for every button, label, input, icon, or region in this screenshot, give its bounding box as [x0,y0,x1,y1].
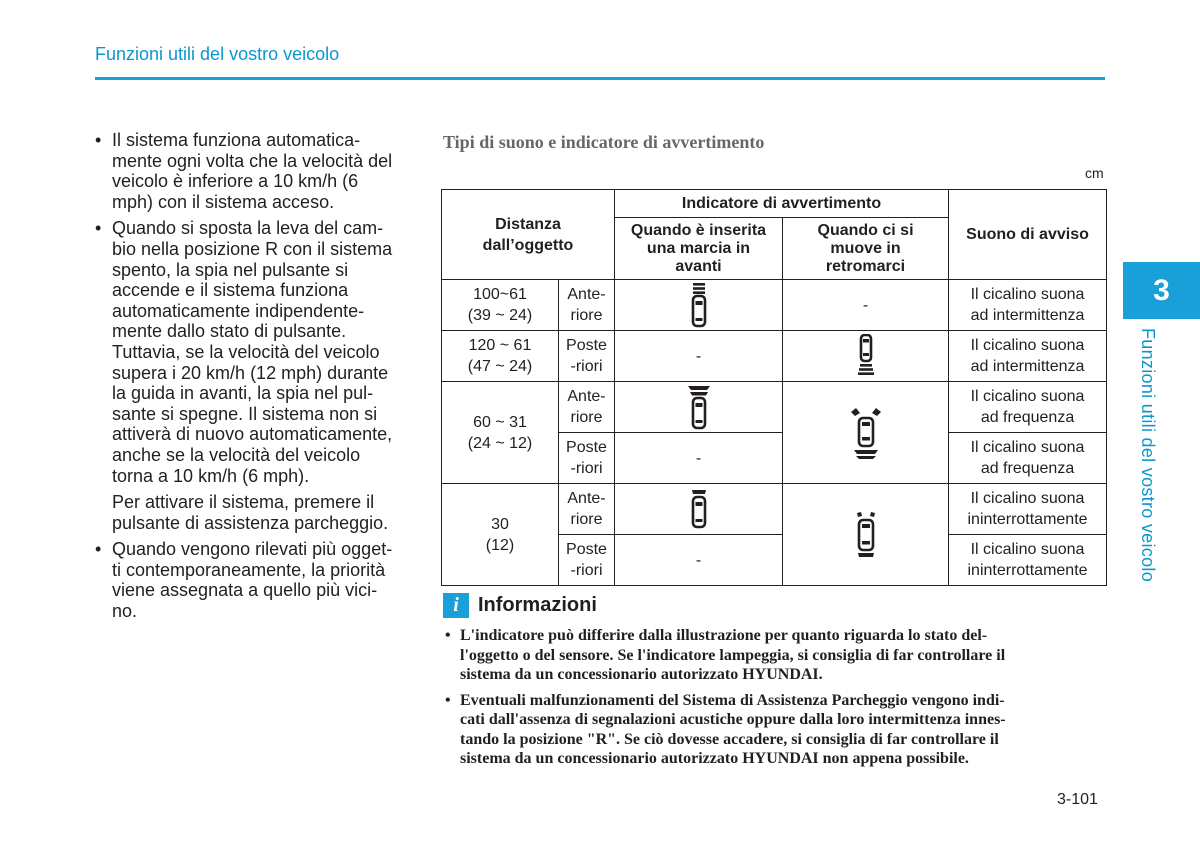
bullet-item: • Il sistema funziona automatica- mente ogni volta che la velocità del veicolo è inferiore a 10 km/h (6 mph) con il sistema acceso. [92,130,415,212]
unit-label: cm [1085,165,1104,181]
sensor-cell: Ante- riore [559,280,615,331]
forward-header: Quando è inserita una marcia in avanti [615,218,783,280]
table-row [442,484,1107,535]
sensor-cell: Poste -riori [559,331,615,382]
table-row [442,382,1107,433]
info-title: Informazioni [478,594,597,616]
page-number: 3-101 [1057,791,1098,808]
bullet-item: • Quando vengono rilevati più ogget- ti contemporaneamente, la priorità viene assegnata a quello più vici- no. [92,539,415,621]
forward-indicator-cell [615,382,783,433]
reverse-indicator-cell [783,331,949,382]
car-rear-far-icon [854,334,878,378]
sensor-cell: Ante- riore [559,382,615,433]
car-all-near-icon [851,511,881,559]
forward-indicator-cell: - [615,535,783,586]
table-row [442,331,1107,382]
left-column [92,130,415,622]
info-icon: i [443,593,469,618]
distance-cell: 60 ~ 31 (24 ~ 12) [442,382,559,484]
forward-indicator-cell [615,280,783,331]
reverse-indicator-cell [783,484,949,586]
sensor-cell: Poste -riori [559,433,615,484]
sound-header: Suono di avviso [949,190,1107,280]
sound-cell: Il cicalino suona ad frequenza [949,382,1107,433]
info-header [443,593,597,618]
car-all-mid-icon [848,406,884,460]
distance-header: Distanza dall’oggetto [442,190,615,280]
distance-cell: 120 ~ 61 (47 ~ 24) [442,331,559,382]
warning-table [441,189,1107,586]
note-paragraph: Per attivare il sistema, premere il pulsante di assistenza parcheggio. [112,492,389,533]
reverse-header: Quando ci si muove in retromarci [783,218,949,280]
sensor-cell: Poste -riori [559,535,615,586]
chapter-tab: 3 [1123,262,1200,319]
reverse-indicator-cell: - [783,280,949,331]
distance-cell: 100~61 (39 ~ 24) [442,280,559,331]
forward-indicator-cell: - [615,331,783,382]
car-front-mid-icon [685,384,713,430]
info-list [443,626,1105,769]
forward-indicator-cell [615,484,783,535]
header-title: Funzioni utili del vostro veicolo [95,44,340,64]
reverse-indicator-cell [783,382,949,484]
bullet-item: • Quando si sposta la leva del cam- bio nella posizione R con il sistema spento, la spia nel pulsante si accende e il sistema funziona automaticamente indipendente- mente dallo stato di pulsante. Tuttavia, se la velocità del veicolo supera i 20 km/h (12 mph) durante la guida in avanti, la spia nel pul- sante si spegne. Il sistema non si attiverà di nuovo automaticamente, anche se la velocità del veicolo torna a 10 km/h (6 mph). [92,218,415,486]
sensor-cell: Ante- riore [559,484,615,535]
sound-cell: Il cicalino suona ad frequenza [949,433,1107,484]
sound-cell: Il cicalino suona ad intermittenza [949,331,1107,382]
sound-cell: Il cicalino suona ad intermittenza [949,280,1107,331]
car-front-near-icon [687,489,711,529]
info-item: • L'indicatore può differire dalla illustrazione per quanto riguarda lo stato del- l'oggetto o del sensore. Se l'indicatore lampeggia, si consiglia di far controllare il sistema da un concessionario autorizzato HYUNDAI. [443,626,1105,685]
chapter-side-label: Funzioni utili del vostro veicolo [1138,328,1158,583]
indicator-header: Indicatore di avvertimento [615,190,949,218]
info-item: • Eventuali malfunzionamenti del Sistema di Assistenza Parcheggio vengono indi- cati dall'assenza di segnalazioni acustiche oppure dalla loro intermittenza innes- tando la posizione "R". Se ciò dovesse accadere, si consiglia di far controllare il sistema da un concessionario autorizzato HYUNDAI non appena possibile. [443,691,1105,769]
sound-cell: Il cicalino suona ininterrottamente [949,535,1107,586]
sound-cell: Il cicalino suona ininterrottamente [949,484,1107,535]
section-title: Tipi di suono e indicatore di avvertimento [443,132,765,152]
car-front-far-icon [687,282,711,328]
forward-indicator-cell: - [615,433,783,484]
table-row [442,280,1107,331]
distance-cell: 30 (12) [442,484,559,586]
header-divider [95,77,1105,80]
